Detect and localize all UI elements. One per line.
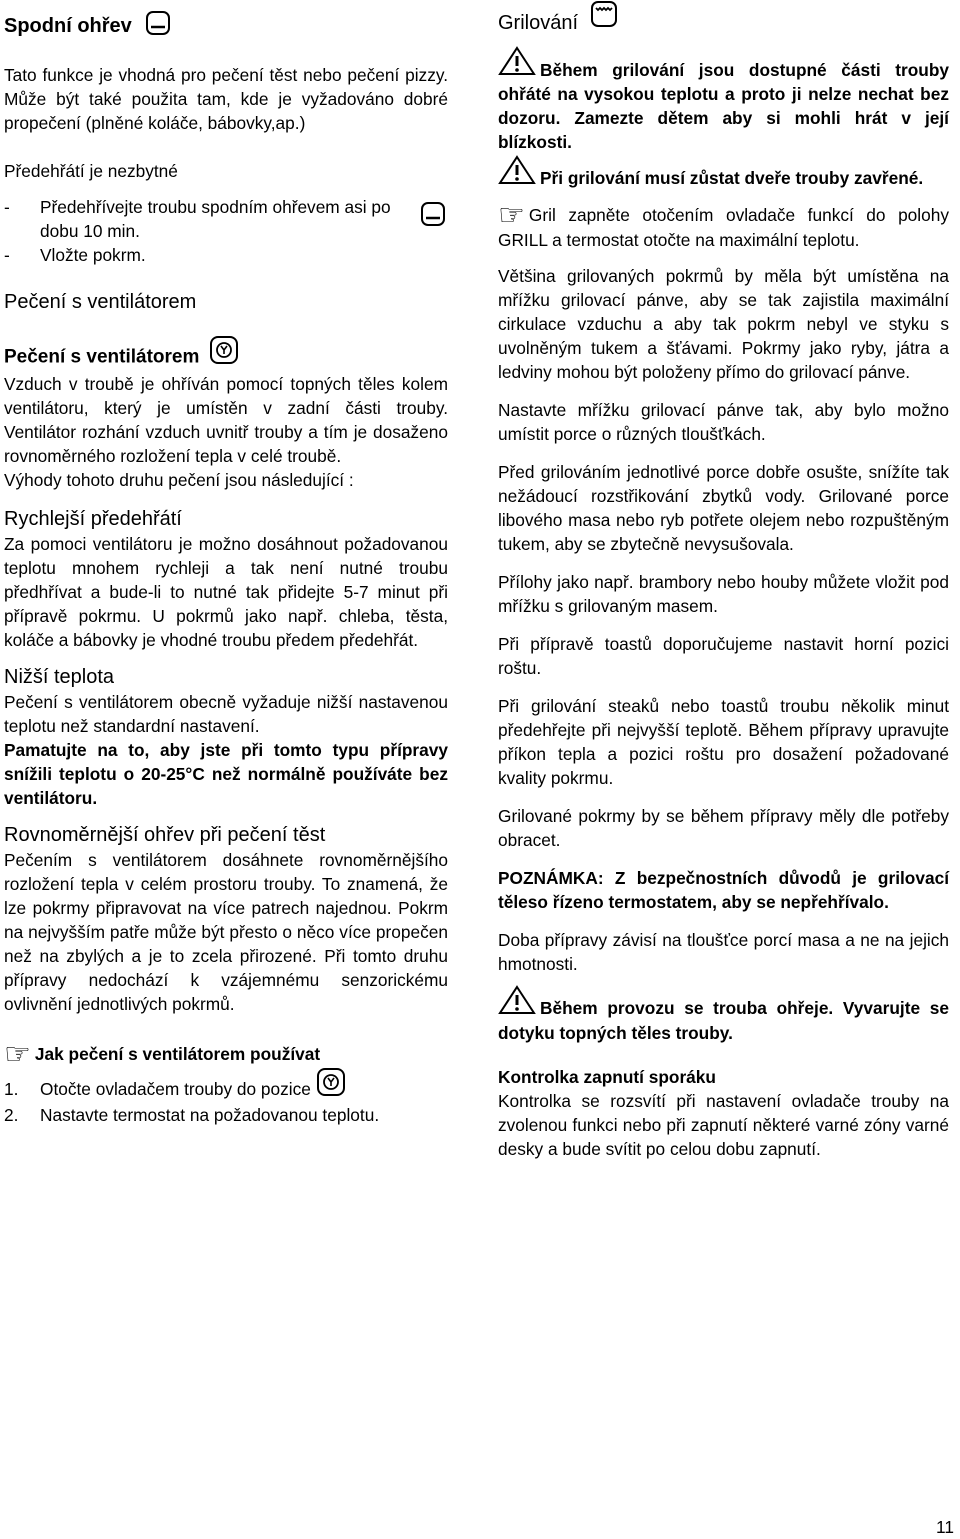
preheat-step: - Vložte pokrm. bbox=[4, 245, 146, 265]
note-paragraph: POZNÁMKA: Z bezpečnostních důvodů je grilovací těleso řízeno termostatem, aby se nepřehřívalo. bbox=[498, 868, 949, 913]
faster-heading: Rychlejší předehřátí bbox=[4, 508, 182, 530]
bottom-heat-text: Tato funkce je vhodná pro pečení těst nebo pečení pizzy. Může být také použita tam, kde je vyžadováno dobré propečení (plněné koláče, bábovky,ap.) bbox=[4, 65, 448, 133]
howto-heading bbox=[4, 1038, 448, 1072]
bottom-heat-icon bbox=[145, 10, 171, 43]
grill-paragraph: Před grilováním jednotlivé porce dobře osušte, snížíte tak nežádoucí rozstřikování zbytků vody. Grilované porce libového masa nebo ryb potřete olejem nebo rozpuštěným tukem, aby se zbytečně nevysušovala. bbox=[498, 462, 949, 555]
howto-step: 2. Nastavte termostat na požadovanou teplotu. bbox=[4, 1104, 380, 1125]
left-column bbox=[4, 0, 448, 1127]
page-number: 11 bbox=[936, 1517, 954, 1537]
grill-tip-text: Gril zapněte otočením ovladače funkcí do polohy GRILL a termostat otočte na maximální teplotu. bbox=[498, 204, 949, 251]
preheat-list bbox=[4, 195, 448, 267]
fan-subtitle-text: Pečení s ventilátorem bbox=[4, 346, 200, 368]
warning-icon bbox=[498, 155, 536, 191]
indicator-text: Kontrolka se rozsvítí při nastavení ovladače trouby na zvolenou funkci nebo při zapnutí některé varné zóny varné desky a bude svítit po celou dobu zapnutí. bbox=[498, 1090, 949, 1159]
hand-pointer-icon: ☞ bbox=[4, 1038, 31, 1072]
fan-section-title: Pečení s ventilátorem bbox=[4, 291, 197, 313]
howto-list bbox=[4, 1077, 448, 1126]
faster-text: Za pomoci ventilátoru je možno dosáhnout požadovanou teplotu mnohem rychleji a tak není nutné troubu předhřívat a bude-li to nutné tak přidejte 5-7 minut při přípravě pokrmu. U pokrmů jako např. chleba, těsta, koláče a bábovky je vhodné troubu předem předehřát. bbox=[4, 534, 448, 650]
fan-subtitle bbox=[4, 343, 448, 372]
even-heading: Rovnoměrnější ohřev při pečení těst bbox=[4, 824, 326, 846]
grill-paragraph: Přílohy jako např. brambory nebo houby můžete vložit pod mřížku s grilovaným masem. bbox=[498, 572, 949, 617]
grill-title: Grilování bbox=[498, 12, 579, 34]
grill-tip bbox=[498, 199, 949, 252]
bottom-heat-title: Spodní ohřev bbox=[4, 14, 132, 37]
preheat-step: - Předehřívejte troubu spodním ohřevem asi po dobu 10 min. bbox=[4, 197, 391, 241]
grill-paragraph: Doba přípravy závisí na tloušťce porcí masa a ne na jejich hmotnosti. bbox=[498, 930, 949, 975]
preheat-heading: Předehřátí je nezbytné bbox=[4, 161, 178, 181]
warning-icon bbox=[498, 985, 536, 1021]
bottom-heat-icon bbox=[420, 201, 446, 233]
fan-icon bbox=[316, 1067, 346, 1103]
lower-bold-note: Pamatujte na to, aby jste při tomto typu přípravy snížili teplotu o 20-25°C než normálně používáte bez ventilátoru. bbox=[4, 740, 448, 808]
advantages-intro: Výhody tohoto druhu pečení jsou následující : bbox=[4, 470, 354, 490]
warning-2-text: Při grilování musí zůstat dveře trouby zavřené. bbox=[540, 168, 924, 189]
grill-icon bbox=[590, 0, 618, 35]
grill-paragraph: Nastavte mřížku grilovací pánve tak, aby bylo možno umístit porce o různých tloušťkách. bbox=[498, 400, 949, 445]
howto-heading-text: Jak pečení s ventilátorem používat bbox=[34, 1044, 321, 1064]
grill-heading bbox=[498, 10, 949, 36]
warning-icon bbox=[498, 46, 536, 82]
warning-2 bbox=[498, 166, 949, 190]
even-text: Pečením s ventilátorem dosáhnete rovnoměrnějšího rozložení tepla v celém prostoru trouby. To znamená, že lze pokrmy připravovat na více patrech najednou. Pokrm na nejvyšším patře může být přesto o něco více propečen než na zbylých a je to zcela přirozené. Při tomto druhu přípravy nedochází k vzájemnému senzorickému ovlivnění jednotlivých pokrmů. bbox=[4, 850, 448, 1014]
warning-1 bbox=[498, 58, 949, 154]
howto-step: 1. Otočte ovladačem trouby do pozice bbox=[4, 1077, 448, 1102]
lower-heading: Nižší teplota bbox=[4, 666, 115, 688]
bottom-heat-heading bbox=[4, 10, 448, 43]
warning-3-text: Během provozu se trouba ohřeje. Vyvarujte se dotyku topných těles trouby. bbox=[498, 998, 949, 1043]
grill-paragraph: Většina grilovaných pokrmů by měla být umístěna na mřížku grilovací pánve, aby se tak zajistila maximální cirkulace vzduchu a aby tak pokrm nebyl ve styku s uvolněným tukem a šťávami. Pokrmy jako ryby, játra a ledviny mohou být položeny přímo do grilovací pánve. bbox=[498, 266, 949, 383]
lower-text: Pečení s ventilátorem obecně vyžaduje nižší nastavenou teplotu než standardní nastavení. bbox=[4, 692, 448, 736]
warning-3 bbox=[498, 996, 949, 1044]
fan-text: Vzduch v troubě je ohříván pomocí topných těles kolem ventilátoru, který je umístěn v zadní části trouby. Ventilátor rozhání vzduch uvnitř trouby a tím je dosaženo rovnoměrného rozložení tepla v celé troubě. bbox=[4, 374, 448, 466]
indicator-heading: Kontrolka zapnutí sporáku bbox=[498, 1066, 716, 1087]
grill-paragraph: Při přípravě toastů doporučujeme nastavit horní pozici roštu. bbox=[498, 634, 949, 679]
fan-icon bbox=[209, 335, 239, 372]
right-column bbox=[498, 0, 949, 1161]
warning-1-text: Během grilování jsou dostupné části trouby ohřáté na vysokou teplotu a proto ji nelze nechat bez dozoru. Zamezte dětem aby si mohli hrát v její blízkosti. bbox=[498, 60, 949, 153]
grill-paragraph: Grilované pokrmy by se během přípravy měly dle potřeby obracet. bbox=[498, 806, 949, 851]
grill-paragraph: Při grilování steaků nebo toastů troubu několik minut předehřejte při nejvyšší teplotě. Během přípravy upravujte příkon tepla a pozici roštu pro dosažení požadované kvality pokrmu. bbox=[498, 696, 949, 789]
hand-pointer-icon: ☞ bbox=[498, 199, 525, 233]
